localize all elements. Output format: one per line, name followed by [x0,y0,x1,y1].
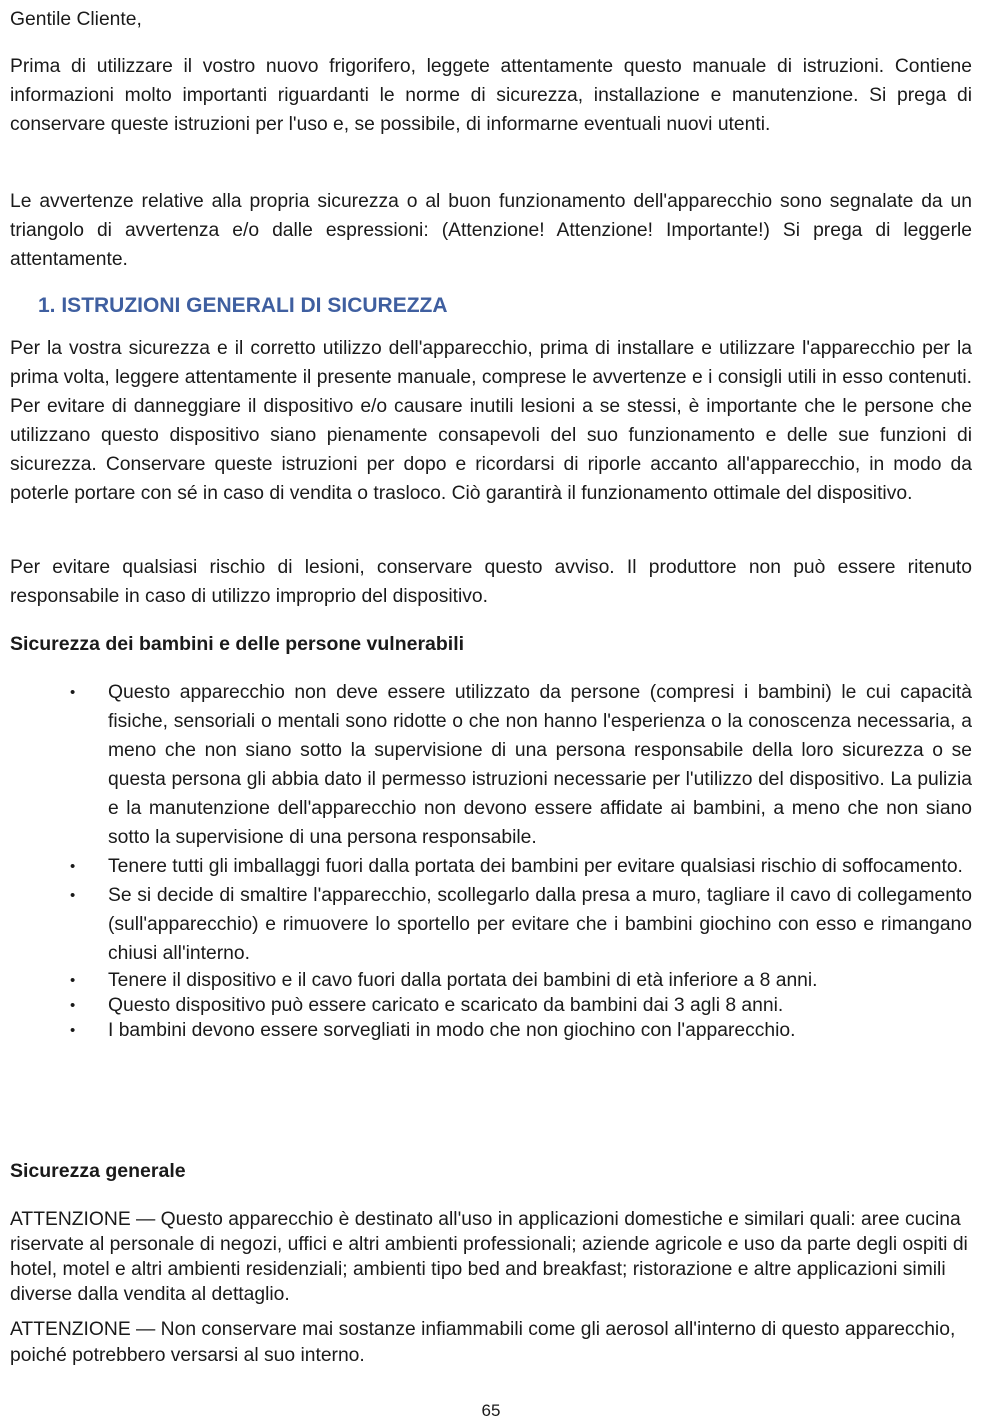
warning-paragraph: ATTENZIONE — Non conservare mai sostanze infiammabili come gli aerosol all'interno di questo apparecchio, poiché potrebbero versarsi al suo interno. [10,1319,956,1366]
bullet-icon: • [70,858,76,875]
list-item-text: Tenere tutti gli imballaggi fuori dalla portata dei bambini per evitare qualsiasi rischio di soffocamento. [108,856,963,877]
list-item [10,678,972,852]
bullet-icon: • [70,887,76,904]
list-item-text: Se si decide di smaltire l'apparecchio, scollegarlo dalla presa a muro, tagliare il cavo di collegamento (sull'apparecchio) e rimuovere lo sportello per evitare che i bambini giochino con esso e rimangano chiusi all'interno. [108,885,972,964]
greeting: Gentile Cliente, [10,9,142,30]
intro-paragraph: Prima di utilizzare il vostro nuovo frigorifero, leggete attentamente questo manuale di istruzioni. Contiene informazioni molto importanti riguardanti le norme di sicurezza, installazione e manutenzione. Si prega di conservare queste istruzioni per l'uso e, se possibile, di informarne eventuali nuovi utenti. [10,56,972,135]
section-title: 1. ISTRUZIONI GENERALI DI SICUREZZA [38,294,448,317]
warning-notice-paragraph: Le avvertenze relative alla propria sicurezza o al buon funzionamento dell'apparecchio sono segnalate da un triangolo di avvertenza e/o dalle espressioni: (Attenzione! Attenzione! Importante!) Si prega di leggerle attentamente. [10,191,972,270]
bullet-icon: • [70,997,76,1014]
children-safety-list [10,678,972,1043]
list-item [10,852,972,881]
list-item-text: I bambini devono essere sorvegliati in modo che non giochino con l'apparecchio. [108,1020,796,1041]
bullet-icon: • [70,684,76,701]
list-item-text: Questo dispositivo può essere caricato e scaricato da bambini dai 3 agli 8 anni. [108,995,784,1016]
list-item [10,1018,972,1043]
list-item [10,993,972,1018]
bullet-icon: • [70,1022,76,1039]
warning-paragraph: ATTENZIONE — Questo apparecchio è destinato all'uso in applicazioni domestiche e similari quali: aree cucina riservate al personale di negozi, uffici e altri ambienti professionali; aziende agricole e uso da parte degli ospiti di hotel, motel e altri ambienti residenziali; ambienti tipo bed and breakfast; ristorazione e altre applicazioni simili diverse dalla vendita al dettaglio. [10,1209,968,1305]
page-number: 65 [481,1401,501,1420]
liability-paragraph: Per evitare qualsiasi rischio di lesioni, conservare questo avviso. Il produttore non può essere ritenuto responsabile in caso di utilizzo improprio del dispositivo. [10,557,972,607]
general-safety-heading: Sicurezza generale [10,1160,186,1182]
list-item-text: Tenere il dispositivo e il cavo fuori dalla portata dei bambini di età inferiore a 8 anni. [108,970,818,991]
bullet-icon: • [70,972,76,989]
safety-intro-paragraph: Per la vostra sicurezza e il corretto utilizzo dell'apparecchio, prima di installare e utilizzare l'apparecchio per la prima volta, leggere attentamente il presente manuale, comprese le avvertenze e i consigli utili in esso contenuti. Per evitare di danneggiare il dispositivo e/o causare inutili lesioni a se stessi, è importante che le persone che utilizzano questo dispositivo siano pienamente consapevoli del suo funzionamento e delle sue funzioni di sicurezza. Conservare queste istruzioni per dopo e ricordarsi di riporle accanto all'apparecchio, in modo da poterle portare con sé in caso di vendita o trasloco. Ciò garantirà il funzionamento ottimale del dispositivo. [10,338,972,504]
children-safety-heading: Sicurezza dei bambini e delle persone vulnerabili [10,633,465,655]
list-item [10,968,972,993]
list-item-text: Questo apparecchio non deve essere utilizzato da persone (compresi i bambini) le cui capacità fisiche, sensoriali o mentali sono ridotte o che non hanno l'esperienza o la conoscenza necessaria, a meno che non siano sotto la supervisione di una persona responsabile della loro sicurezza o se questa persona gli abbia dato il permesso istruzioni necessarie per l'utilizzo del dispositivo. La pulizia e la manutenzione dell'apparecchio non devono essere affidate ai bambini, a meno che non siano sotto la supervisione di una persona responsabile. [108,682,972,848]
list-item [10,881,972,968]
